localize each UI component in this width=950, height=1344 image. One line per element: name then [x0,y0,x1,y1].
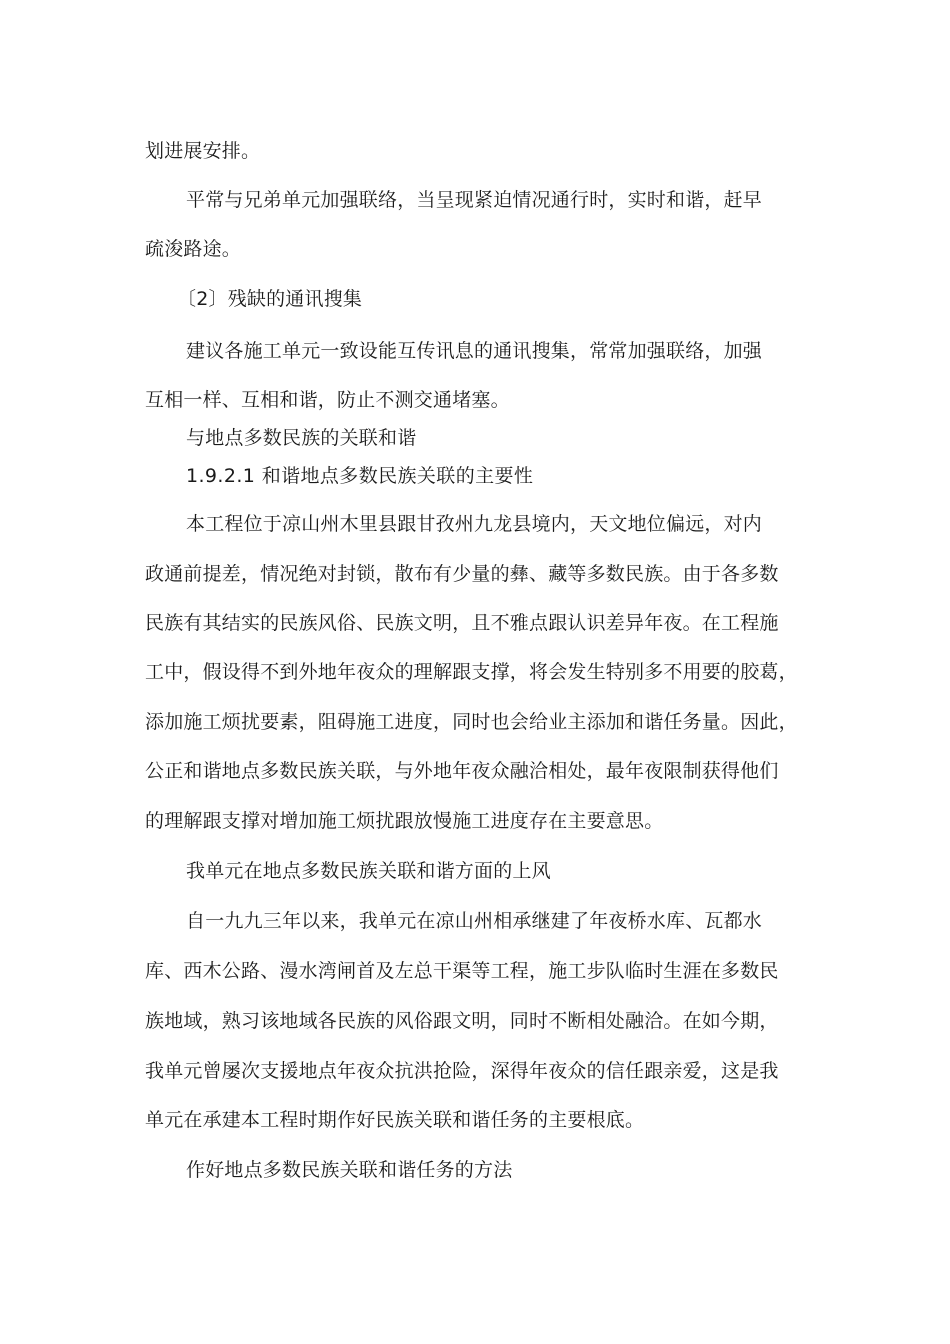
text-line-2: 平常与兄弟单元加强联络，当呈现紧迫情况通行时，实时和谐，赶早 [186,189,763,211]
text-line-11: 民族有其结实的民族风俗、民族文明，且不雅点跟认识差异年夜。在工程施 [145,612,779,634]
text-line-19: 族地域，熟习该地域各民族的风俗跟文明，同时不断相处融洽。在如今期， [145,1010,779,1032]
text-line-13: 添加施工烦扰要素，阻碍施工进度，同时也会给业主添加和谐任务量。因此， [145,711,798,733]
text-line-1: 划进展安排。 [145,140,261,162]
text-line-12: 工中，假设得不到外地年夜众的理解跟支撑，将会发生特别多不用要的胶葛， [145,661,798,683]
text-line-20: 我单元曾屡次支援地点年夜众抗洪抢险，深得年夜众的信任跟亲爱，这是我 [145,1060,779,1082]
text-line-9: 本工程位于凉山州木里县跟甘孜州九龙县境内，天文地位偏远，对内 [186,513,763,535]
section-heading-advantages: 我单元在地点多数民族关联和谐方面的上风 [186,860,551,882]
text-line-6: 互相一样、互相和谐，防止不测交通堵塞。 [145,389,510,411]
text-line-10: 政通前提差，情况绝对封锁，散布有少量的彝、藏等多数民族。由于各多数 [145,563,779,585]
text-line-3: 疏浚路途。 [145,238,242,260]
text-line-15: 的理解跟支撑对增加施工烦扰跟放慢施工进度存在主要意思。 [145,810,664,832]
text-line-5: 建议各施工单元一致设能互传讯息的通讯搜集，常常加强联络，加强 [186,340,763,362]
text-line-14: 公正和谐地点多数民族关联，与外地年夜众融洽相处，最年夜限制获得他们 [145,760,779,782]
section-heading-1-9-2-1: 1.9.2.1 和谐地点多数民族关联的主要性 [186,465,534,487]
text-line-18: 库、西木公路、漫水湾闸首及左总干渠等工程，施工步队临时生涯在多数民 [145,960,779,982]
text-line-21: 单元在承建本工程时期作好民族关联和谐任务的主要根底。 [145,1109,645,1131]
section-heading-methods: 作好地点多数民族关联和谐任务的方法 [186,1159,513,1181]
text-line-17: 自一九九三年以来，我单元在凉山州相承继建了年夜桥水库、瓦都水 [186,910,763,932]
section-heading-ethnic-relations: 与地点多数民族的关联和谐 [186,427,417,449]
section-heading-communication: 〔2〕残缺的通讯搜集 [177,288,363,310]
